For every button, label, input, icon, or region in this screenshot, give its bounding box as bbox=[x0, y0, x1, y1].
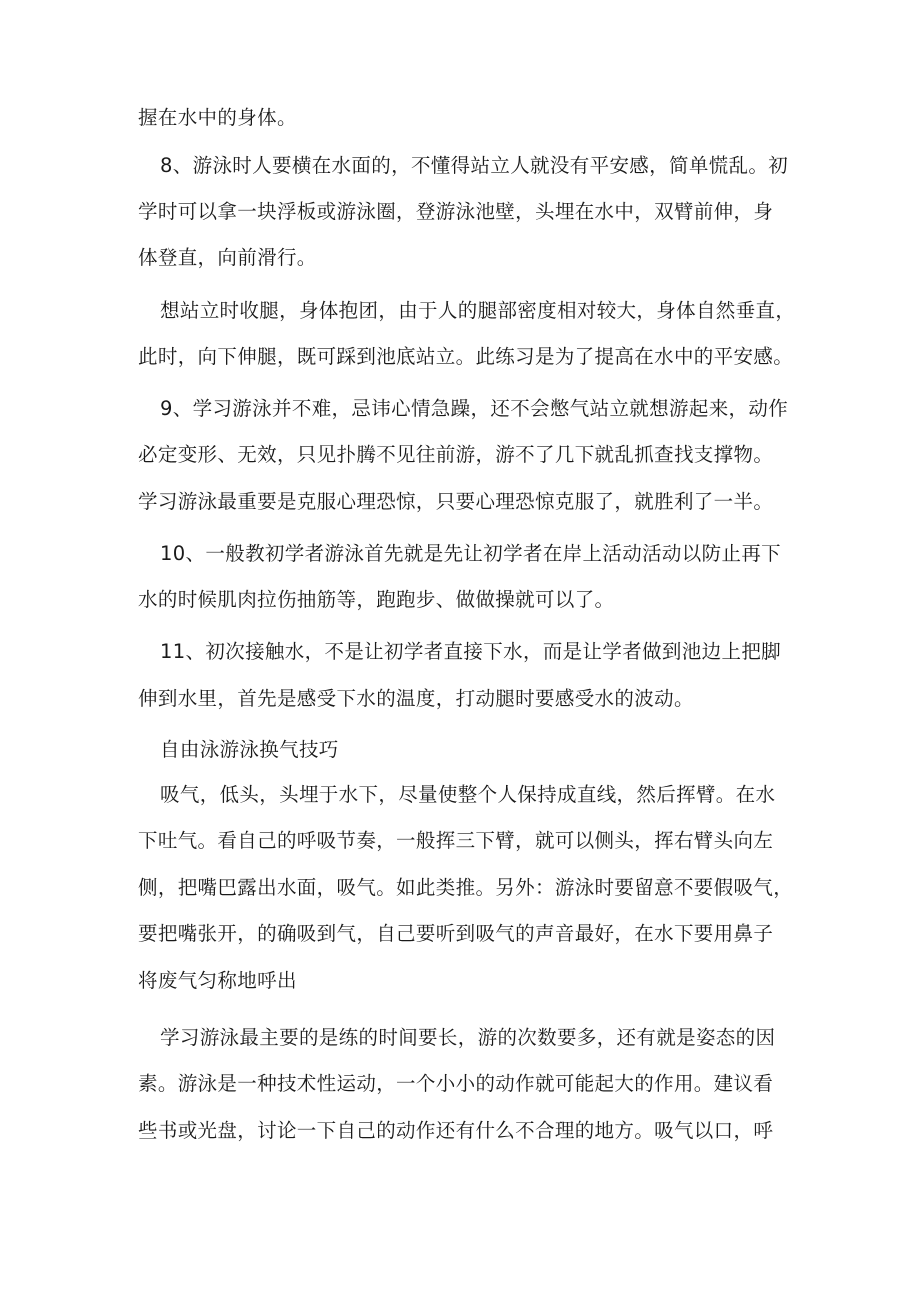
text-line: 素。游泳是一种技术性运动，一个小小的动作就可能起大的作用。建议看 bbox=[138, 1072, 774, 1095]
text-line: 8、游泳时人要横在水面的，不懂得站立人就没有平安感，简单慌乱。初 bbox=[160, 154, 789, 177]
text-line: 10、一般教初学者游泳首先就是先让初学者在岸上活动活动以防止再下 bbox=[160, 542, 782, 565]
text-line: 些书或光盘，讨论一下自己的动作还有什么不合理的地方。吸气以口，呼 bbox=[138, 1119, 774, 1142]
text-line: 将废气匀称地呼出 bbox=[138, 969, 297, 992]
text-line: 11、初次接触水，不是让初学者直接下水，而是让学者做到池边上把脚 bbox=[160, 640, 782, 663]
text-line: 学习游泳最主要的是练的时间要长，游的次数要多，还有就是姿态的因 bbox=[160, 1026, 776, 1049]
text-line: 学时可以拿一块浮板或游泳圈，登游泳池壁，头埋在水中，双臂前伸，身 bbox=[138, 200, 774, 223]
text-line: 下吐气。看自己的呼吸节奏，一般挥三下臂，就可以侧头，挥右臂头向左 bbox=[138, 829, 774, 852]
text-line: 吸气，低头，头埋于水下，尽量使整个人保持成直线，然后挥臂。在水 bbox=[160, 783, 776, 806]
section-heading: 自由泳游泳换气技巧 bbox=[160, 738, 339, 761]
text-line: 握在水中的身体。 bbox=[138, 106, 297, 129]
text-line: 要把嘴张开，的确吸到气，自己要听到吸气的声音最好，在水下要用鼻子 bbox=[138, 922, 774, 945]
text-line: 想站立时收腿，身体抱团，由于人的腿部密度相对较大，身体自然垂直， bbox=[160, 299, 796, 322]
text-line: 必定变形、无效，只见扑腾不见往前游，游不了几下就乱抓查找支撑物。 bbox=[138, 443, 774, 466]
text-line: 体登直，向前滑行。 bbox=[138, 246, 317, 269]
text-line: 侧，把嘴巴露出水面，吸气。如此类推。另外：游泳时要留意不要假吸气， bbox=[138, 876, 794, 899]
text-line: 水的时候肌肉拉伤抽筋等，跑跑步、做做操就可以了。 bbox=[138, 588, 615, 611]
text-line: 此时，向下伸腿，既可踩到池底站立。此练习是为了提高在水中的平安感。 bbox=[138, 345, 794, 368]
text-line: 9、学习游泳并不难，忌讳心情急躁，还不会憋气站立就想游起来，动作 bbox=[160, 397, 789, 420]
text-line: 伸到水里，首先是感受下水的温度，打动腿时要感受水的波动。 bbox=[138, 687, 694, 710]
text-line: 学习游泳最重要是克服心理恐惊，只要心理恐惊克服了，就胜利了一半。 bbox=[138, 490, 774, 513]
